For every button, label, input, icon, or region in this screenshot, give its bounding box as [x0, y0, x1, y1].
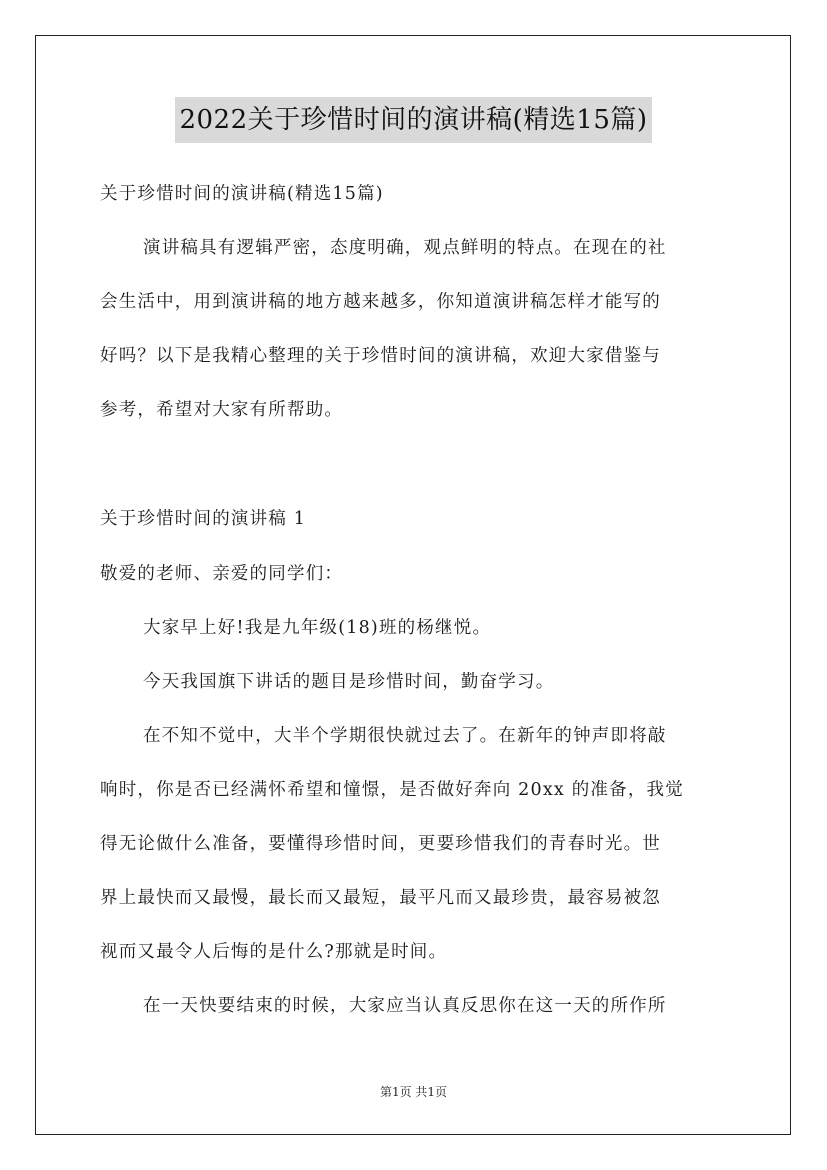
- intro-line: 好吗？以下是我精心整理的关于珍惜时间的演讲稿，欢迎大家借鉴与: [100, 346, 661, 366]
- page-footer: 第1页 共1页: [379, 1085, 448, 1099]
- intro-line: 会生活中，用到演讲稿的地方越来越多，你知道演讲稿怎样才能写的: [100, 292, 661, 312]
- paragraph-line: 得无论做什么准备，要懂得珍惜时间，更要珍惜我们的青春时光。世: [100, 834, 661, 854]
- document-body: [100, 0, 727, 1170]
- paragraph-line: 在一天快要结束的时候，大家应当认真反思你在这一天的所作所: [143, 996, 667, 1016]
- paragraph-line: 视而又最令人后悔的是什么?那就是时间。: [100, 942, 448, 962]
- paragraph-line: 在不知不觉中，大半个学期很快就过去了。在新年的钟声即将敲: [143, 726, 667, 746]
- document-subtitle: 关于珍惜时间的演讲稿(精选15篇): [100, 184, 384, 204]
- paragraph-line: 界上最快而又最慢，最长而又最短，最平凡而又最珍贵，最容易被忽: [100, 888, 661, 908]
- intro-line: 参考，希望对大家有所帮助。: [100, 400, 344, 420]
- section-heading: 关于珍惜时间的演讲稿 1: [100, 509, 307, 529]
- paragraph-line: 响时，你是否已经满怀希望和憧憬，是否做好奔向 20xx 的准备，我觉: [100, 780, 684, 800]
- salutation: 敬爱的老师、亲爱的同学们：: [100, 564, 344, 584]
- greeting-line: 大家早上好!我是九年级(18)班的杨继悦。: [143, 618, 492, 638]
- topic-line: 今天我国旗下讲话的题目是珍惜时间，勤奋学习。: [143, 672, 555, 692]
- intro-line: 演讲稿具有逻辑严密，态度明确，观点鲜明的特点。在现在的社: [143, 238, 667, 258]
- document-title: 2022关于珍惜时间的演讲稿(精选15篇): [175, 97, 651, 143]
